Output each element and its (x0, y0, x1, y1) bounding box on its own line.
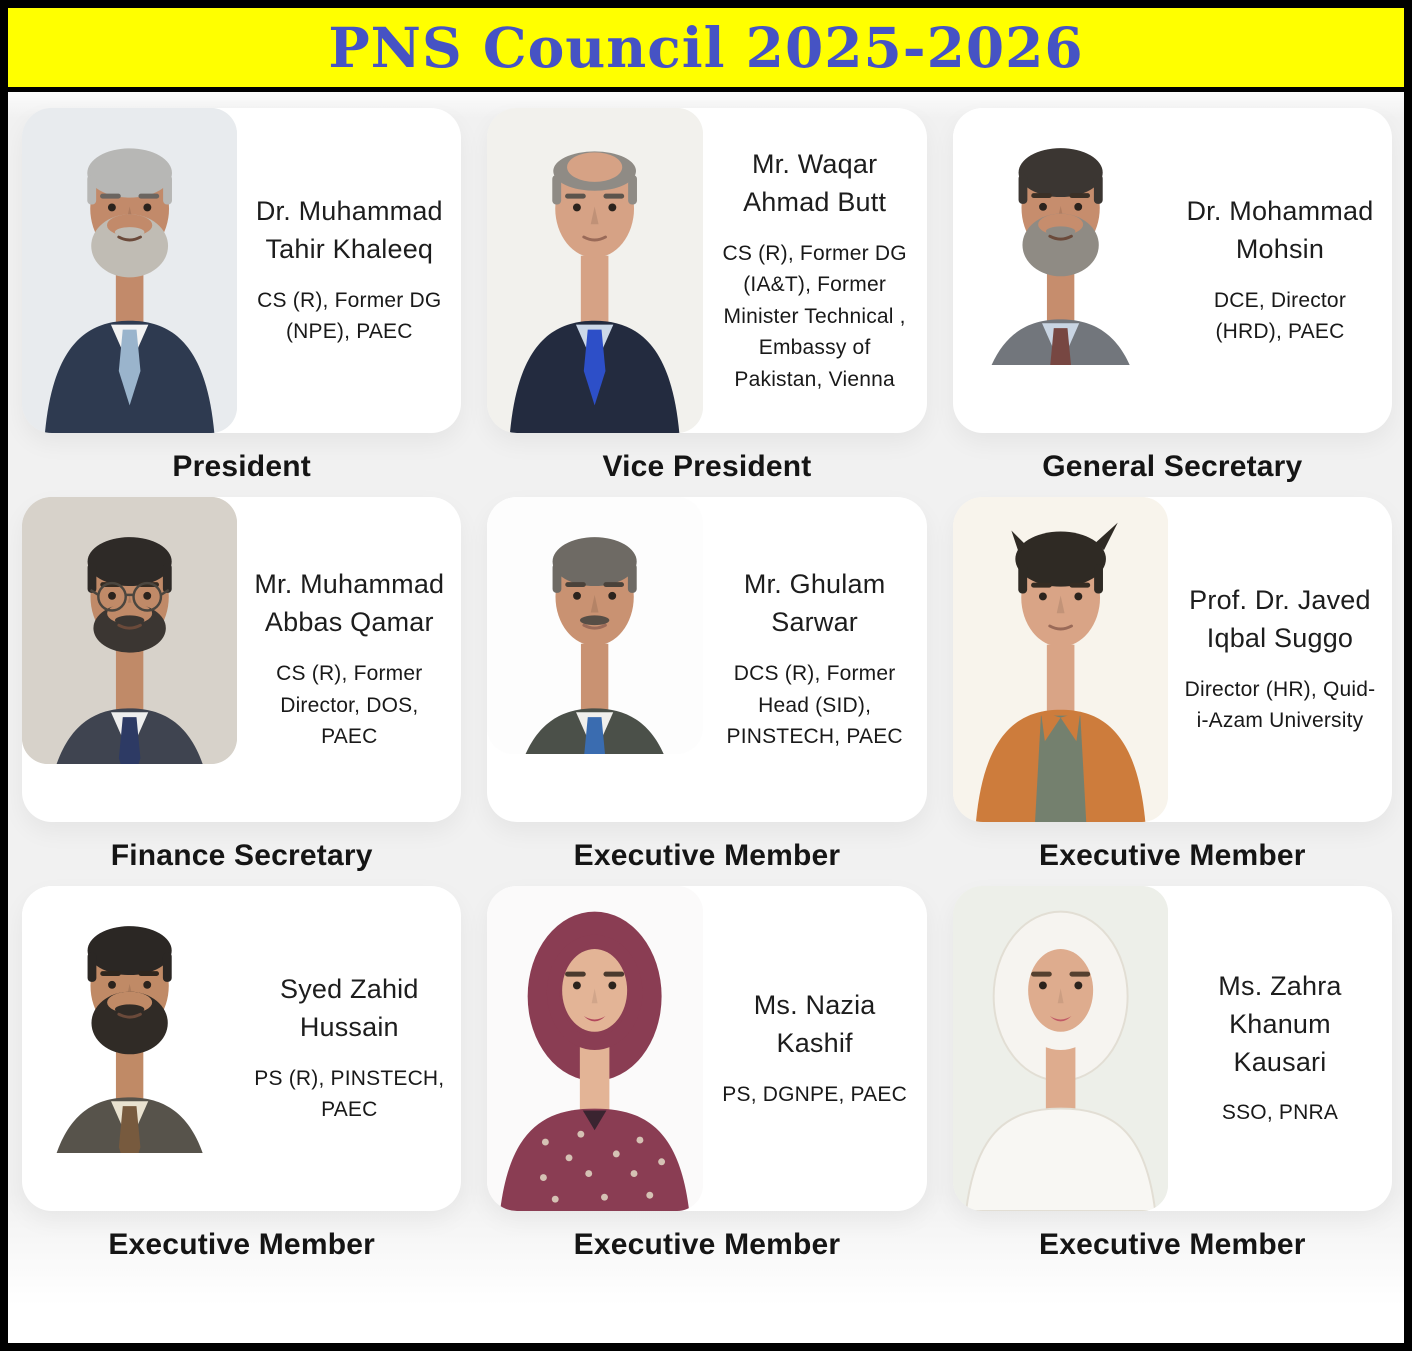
member-photo-avatar (22, 886, 237, 1153)
member-role: Finance Secretary (110, 839, 373, 872)
member-name: Prof. Dr. Javed Iqbal Suggo (1189, 585, 1371, 653)
member-details: DCS (R), Former Head (SID), PINSTECH, PAEC (726, 662, 903, 749)
member-details: CS (R), Former Director, DOS, PAEC (276, 662, 423, 749)
member-info (1168, 497, 1392, 822)
member-role: Executive Member (573, 839, 841, 872)
member-cell (487, 886, 926, 1275)
member-details: DCE, Director (HRD), PAEC (1213, 288, 1347, 344)
member-card (487, 108, 926, 433)
member-role: Executive Member (573, 1228, 841, 1261)
member-name: Dr. Muhammad Tahir Khaleeq (255, 196, 443, 264)
member-card (22, 497, 461, 822)
member-card (953, 497, 1392, 822)
member-cell (953, 108, 1392, 497)
member-cell (953, 497, 1392, 886)
member-card (487, 497, 926, 822)
member-photo-avatar (22, 497, 237, 764)
member-cell (953, 886, 1392, 1275)
header-banner (8, 8, 1404, 92)
member-info (237, 886, 461, 1211)
page-title: PNS Council 2025-2026 (328, 15, 1084, 80)
member-details: PS, DGNPE, PAEC (722, 1082, 907, 1106)
member-info (703, 497, 927, 822)
member-name: Ms. Zahra Khanum Kausari (1218, 971, 1342, 1077)
member-cell (22, 497, 461, 886)
member-card (953, 886, 1392, 1211)
member-photo-avatar (487, 497, 702, 754)
member-info (1168, 108, 1392, 433)
member-info (1168, 886, 1392, 1211)
member-card (953, 108, 1392, 433)
member-role: Vice President (602, 450, 812, 483)
member-details: SSO, PNRA (1221, 1101, 1339, 1125)
member-name: Ms. Nazia Kashif (753, 989, 876, 1058)
member-name: Syed Zahid Hussain (280, 974, 419, 1042)
member-card (22, 886, 461, 1211)
member-role: Executive Member (1039, 1228, 1306, 1261)
member-cell (487, 497, 926, 886)
member-name: Dr. Mohammad Mohsin (1186, 196, 1374, 264)
member-details: PS (R), PINSTECH, PAEC (254, 1066, 445, 1122)
member-role: Executive Member (1039, 839, 1306, 872)
member-cell (487, 108, 926, 497)
member-cell (22, 108, 461, 497)
member-photo-avatar (953, 108, 1168, 365)
member-info (703, 108, 927, 433)
member-details: Director (HR), Quid-i-Azam University (1184, 677, 1376, 733)
member-details: CS (R), Former DG (NPE), PAEC (257, 288, 442, 344)
member-role: General Secretary (1042, 450, 1303, 483)
member-details: CS (R), Former DG (IA&T), Former Minister Technical , Embassy of Pakistan, Vienna (722, 241, 907, 391)
member-photo-avatar (22, 108, 237, 433)
members-grid (22, 108, 1392, 1275)
member-info (237, 497, 461, 822)
member-name: Mr. Ghulam Sarwar (743, 569, 886, 638)
member-photo-avatar (487, 108, 702, 433)
member-photo-avatar (953, 497, 1168, 822)
content-area (8, 92, 1404, 1343)
member-photo-avatar (487, 886, 702, 1211)
member-info (237, 108, 461, 433)
member-role: President (172, 450, 311, 483)
member-info (703, 886, 927, 1211)
member-photo-avatar (953, 886, 1168, 1211)
member-cell (22, 886, 461, 1275)
member-name: Mr. Waqar Ahmad Butt (743, 148, 887, 217)
member-role: Executive Member (108, 1228, 375, 1261)
member-name: Mr. Muhammad Abbas Qamar (254, 569, 445, 638)
member-card (487, 886, 926, 1211)
member-card (22, 108, 461, 433)
